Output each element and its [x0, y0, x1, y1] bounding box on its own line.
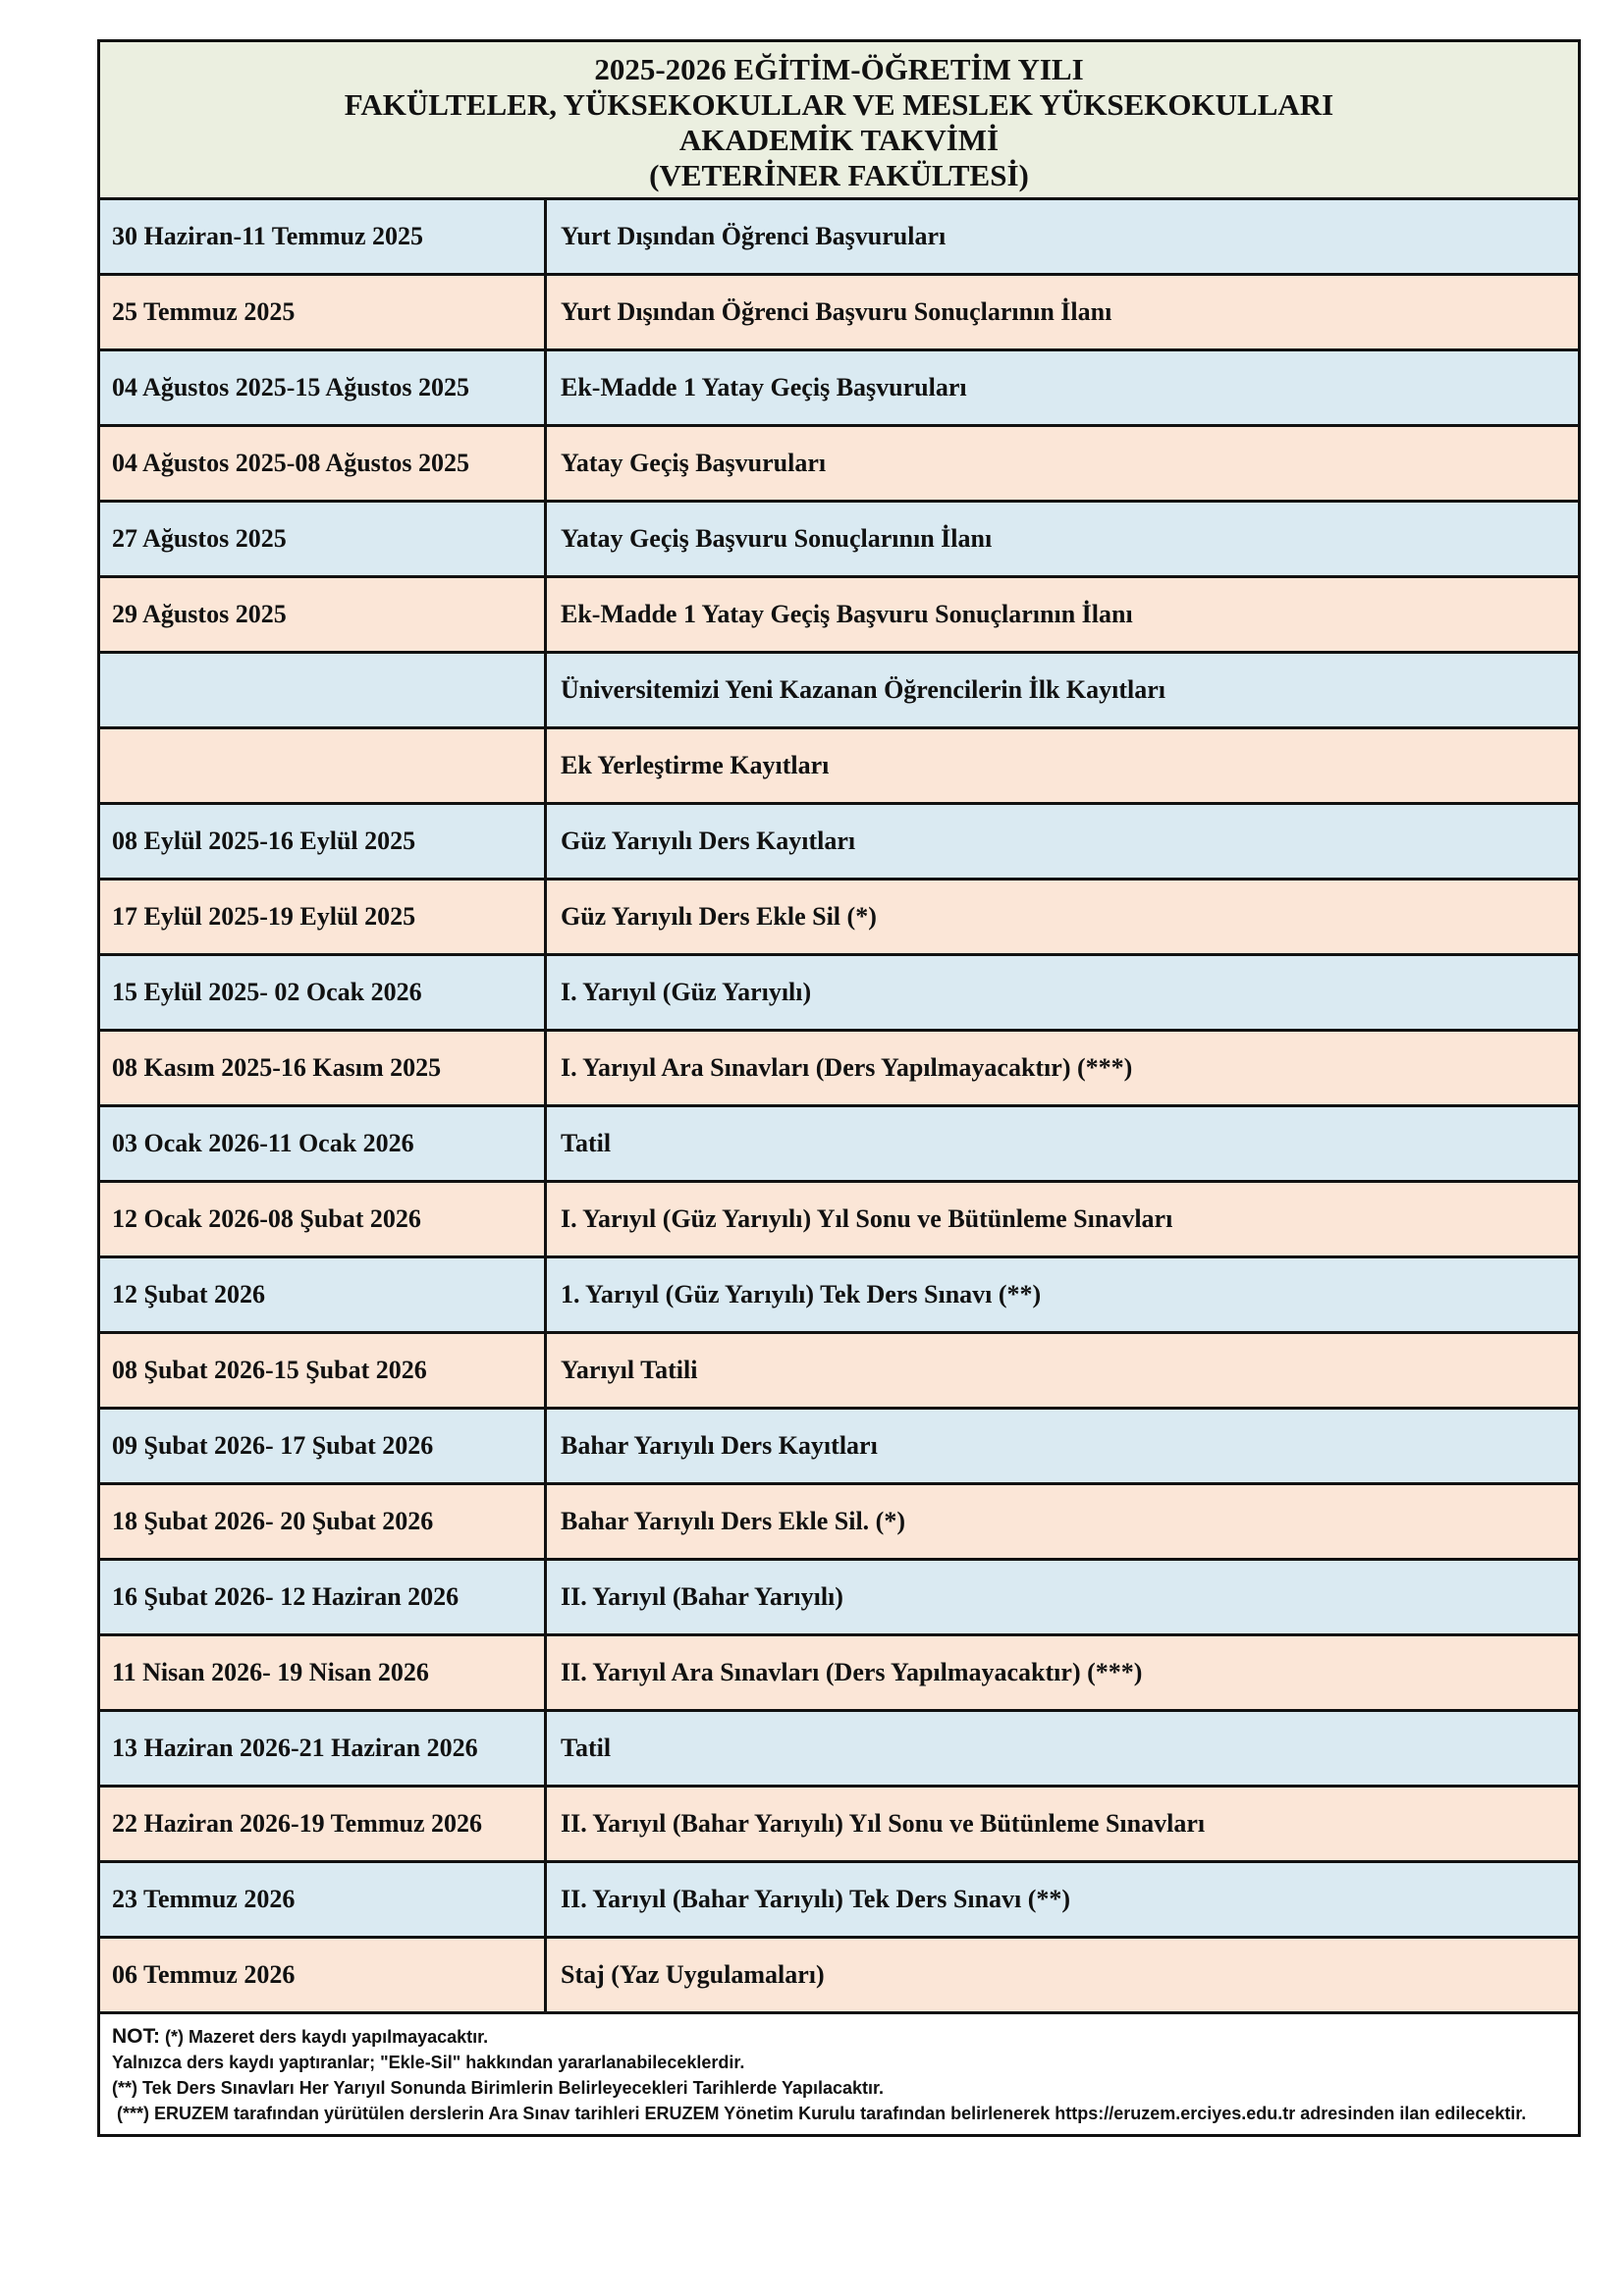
event-cell: II. Yarıyıl (Bahar Yarıyılı): [561, 1582, 843, 1611]
table-row: [100, 805, 1578, 881]
event-cell: Bahar Yarıyılı Ders Kayıtları: [561, 1431, 878, 1460]
date-cell: 09 Şubat 2026- 17 Şubat 2026: [100, 1410, 547, 1482]
note-line-2: Yalnızca ders kaydı yaptıranlar; "Ekle-Sil" hakkından yararlanabileceklerdir.: [112, 2053, 745, 2072]
event-cell: Tatil: [561, 1129, 612, 1157]
table-row: [100, 1939, 1578, 2014]
table-row: [100, 1788, 1578, 1863]
date-cell: 29 Ağustos 2025: [100, 578, 547, 651]
table-row: [100, 1863, 1578, 1939]
header-faculties: FAKÜLTELER, YÜKSEKOKULLAR VE MESLEK YÜKSEKOKULLARI: [344, 87, 1334, 122]
table-row: [100, 1032, 1578, 1107]
event-cell: I. Yarıyıl (Güz Yarıyılı) Yıl Sonu ve Bütünleme Sınavları: [561, 1204, 1173, 1233]
event-cell: Ek Yerleştirme Kayıtları: [561, 751, 830, 779]
event-cell: Yurt Dışından Öğrenci Başvuruları: [561, 222, 947, 250]
table-row: [100, 1485, 1578, 1561]
table-row: [100, 654, 1578, 729]
note-line-4: (***) ERUZEM tarafından yürütülen derslerin Ara Sınav tarihleri ERUZEM Yönetim Kurulu tarafından belirlenerek https://eruzem.erciyes.edu.tr adresinden ilan edilecektir.: [112, 2104, 1527, 2123]
event-cell: Güz Yarıyılı Ders Ekle Sil (*): [561, 902, 877, 931]
table-row: [100, 1636, 1578, 1712]
note-line-1: [112, 2024, 1566, 2050]
table-row: [100, 200, 1578, 276]
date-cell: 18 Şubat 2026- 20 Şubat 2026: [100, 1485, 547, 1558]
date-cell: 08 Kasım 2025-16 Kasım 2025: [100, 1032, 547, 1104]
date-cell: 04 Ağustos 2025-08 Ağustos 2025: [100, 427, 547, 500]
date-cell: 12 Ocak 2026-08 Şubat 2026: [100, 1183, 547, 1255]
event-cell: Ek-Madde 1 Yatay Geçiş Başvuruları: [561, 373, 967, 401]
date-cell: 11 Nisan 2026- 19 Nisan 2026: [100, 1636, 547, 1709]
event-cell: Güz Yarıyılı Ders Kayıtları: [561, 827, 856, 855]
header-calendar-title: AKADEMİK TAKVİMİ: [678, 123, 1000, 157]
date-cell: 17 Eylül 2025-19 Eylül 2025: [100, 881, 547, 953]
date-cell: 27 Ağustos 2025: [100, 503, 547, 575]
table-row: [100, 881, 1578, 956]
calendar-header: [100, 42, 1578, 200]
table-row: [100, 1561, 1578, 1636]
calendar-rows: [100, 200, 1578, 2014]
date-cell: 15 Eylül 2025- 02 Ocak 2026: [100, 956, 547, 1029]
event-cell: II. Yarıyıl Ara Sınavları (Ders Yapılmayacaktır) (***): [561, 1658, 1143, 1686]
table-row: [100, 1258, 1578, 1334]
header-academic-year: 2025-2026 EĞİTİM-ÖĞRETİM YILI: [594, 52, 1084, 86]
date-cell: 08 Şubat 2026-15 Şubat 2026: [100, 1334, 547, 1407]
event-cell: Üniversitemizi Yeni Kazanan Öğrencilerin İlk Kayıtları: [561, 675, 1166, 704]
date-cell: 22 Haziran 2026-19 Temmuz 2026: [100, 1788, 547, 1860]
table-row: [100, 578, 1578, 654]
event-cell: II. Yarıyıl (Bahar Yarıyılı) Tek Ders Sınavı (**): [561, 1885, 1071, 1913]
academic-calendar-table: [97, 39, 1581, 2137]
table-row: [100, 276, 1578, 351]
date-cell: 13 Haziran 2026-21 Haziran 2026: [100, 1712, 547, 1785]
table-row: [100, 503, 1578, 578]
date-cell: 23 Temmuz 2026: [100, 1863, 547, 1936]
note-text-1: (*) Mazeret ders kaydı yapılmayacaktır.: [165, 2027, 489, 2047]
table-row: [100, 1334, 1578, 1410]
date-cell: 03 Ocak 2026-11 Ocak 2026: [100, 1107, 547, 1180]
event-cell: Bahar Yarıyılı Ders Ekle Sil. (*): [561, 1507, 905, 1535]
date-cell: [100, 729, 547, 802]
event-cell: Yatay Geçiş Başvuruları: [561, 449, 827, 477]
event-cell: I. Yarıyıl Ara Sınavları (Ders Yapılmayacaktır) (***): [561, 1053, 1133, 1082]
date-cell: [100, 654, 547, 726]
date-cell: 12 Şubat 2026: [100, 1258, 547, 1331]
date-cell: 04 Ağustos 2025-15 Ağustos 2025: [100, 351, 547, 424]
table-row: [100, 1712, 1578, 1788]
notes-section: [100, 2014, 1578, 2134]
date-cell: 06 Temmuz 2026: [100, 1939, 547, 2011]
event-cell: Ek-Madde 1 Yatay Geçiş Başvuru Sonuçlarının İlanı: [561, 600, 1133, 628]
table-row: [100, 1107, 1578, 1183]
date-cell: 25 Temmuz 2025: [100, 276, 547, 348]
event-cell: II. Yarıyıl (Bahar Yarıyılı) Yıl Sonu ve Bütünleme Sınavları: [561, 1809, 1206, 1838]
event-cell: Yarıyıl Tatili: [561, 1356, 698, 1384]
table-row: [100, 729, 1578, 805]
table-row: [100, 1410, 1578, 1485]
event-cell: Yatay Geçiş Başvuru Sonuçlarının İlanı: [561, 524, 993, 553]
table-row: [100, 427, 1578, 503]
date-cell: 30 Haziran-11 Temmuz 2025: [100, 200, 547, 273]
event-cell: Staj (Yaz Uygulamaları): [561, 1960, 825, 1989]
table-row: [100, 1183, 1578, 1258]
event-cell: 1. Yarıyıl (Güz Yarıyılı) Tek Ders Sınavı (**): [561, 1280, 1042, 1308]
note-line-3: (**) Tek Ders Sınavları Her Yarıyıl Sonunda Birimlerin Belirleyecekleri Tarihlerde Yapılacaktır.: [112, 2078, 885, 2098]
event-cell: Yurt Dışından Öğrenci Başvuru Sonuçlarının İlanı: [561, 297, 1112, 326]
date-cell: 08 Eylül 2025-16 Eylül 2025: [100, 805, 547, 878]
table-row: [100, 351, 1578, 427]
event-cell: Tatil: [561, 1734, 612, 1762]
header-faculty-name: (VETERİNER FAKÜLTESİ): [649, 158, 1029, 192]
date-cell: 16 Şubat 2026- 12 Haziran 2026: [100, 1561, 547, 1633]
table-row: [100, 956, 1578, 1032]
event-cell: I. Yarıyıl (Güz Yarıyılı): [561, 978, 812, 1006]
note-label: NOT:: [112, 2025, 160, 2048]
